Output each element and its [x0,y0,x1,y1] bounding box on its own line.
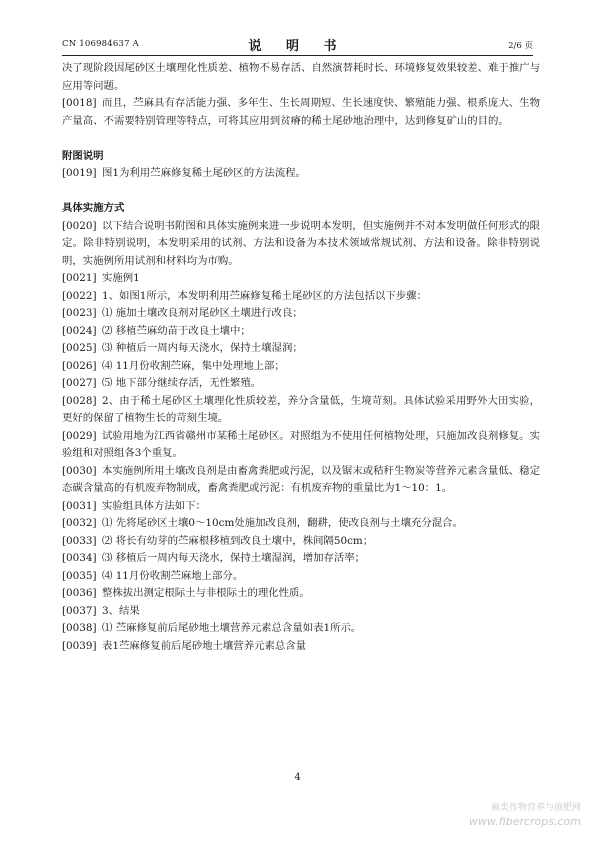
paragraph-text: 图1为利用苎麻修复稀土尾砂区的方法流程。 [102,167,307,179]
paragraph-0032 [62,515,540,533]
paragraph-0018 [62,95,540,130]
paragraph-0028 [62,393,540,428]
paragraph-tag: [0039] [62,639,97,652]
paragraph-tag: [0035] [62,569,97,582]
paragraph-tag: [0029] [62,429,97,442]
section-heading-embodiment: 具体实施方式 [62,202,125,214]
paragraph-tag: [0018] [62,97,97,109]
paragraph-tag: [0038] [62,622,97,634]
paragraph-text: ⑴ 施加土壤改良剂对尾砂区土壤进行改良； [102,307,303,319]
paragraph-text: 2、由于稀土尾砂区土壤理化性质较差，养分含量低，生境苛刻。具体试验采用野外大田实验，更好的保留了植物生长的苛刻生境。 [62,394,540,424]
paragraph-tag: [0034] [62,552,97,564]
paragraph-tag: [0031] [62,499,97,512]
paragraph-text: 试验用地为江西省赣州市某稀土尾砂区。对照组为不使用任何植物处理，只施加改良剂修复。实验组和对照组各3个重复。 [62,429,540,459]
paragraph-text: 以下结合说明书附图和具体实施例来进一步说明本发明，但实施例并不对本发明做任何形式的限定。除非特别说明，本发明采用的试剂、方法和设备为本技术领域常规试剂、方法和设备。除非特别说明，实施例所用试剂和材料均为市购。 [62,219,540,267]
paragraph-text: 1、如图1所示，本发明利用苎麻修复稀土尾砂区的方法包括以下步骤： [102,289,427,302]
paragraph-0034 [62,550,540,568]
paragraph-0023 [62,305,540,323]
paragraph-tag: [0032] [62,517,97,529]
paragraph-0029 [62,428,540,463]
paragraph-tag: [0021] [62,272,97,284]
paragraph-tag: [0023] [62,307,97,319]
paragraph-0027 [62,375,540,393]
header-divider [62,55,533,56]
paragraph-text: ⑶ 移植后一周内每天浇水，保持土壤湿润，增加存活率； [102,552,366,564]
paragraph-0039 [62,638,540,656]
document-title: 说 明 书 [248,39,347,54]
paragraph-0021 [62,270,540,288]
paragraph-text: ⑷ 11月份收割苎麻，集中处理地上部； [102,359,285,372]
paragraph-text: ⑷ 11月份收割苎麻地上部分。 [102,569,244,582]
paragraph-tag: [0024] [62,324,97,337]
paragraph-tag: [0033] [62,534,97,547]
paragraph-0024 [62,323,540,341]
paragraph-text: 本实施例所用土壤改良剂是由畜禽粪肥或污泥，以及锯末或秸秆生物炭等营养元素含量低、稳定态碳含量高的有机废弃物制成，畜禽粪肥或污泥：有机废弃物的重量比为1～10：1。 [62,464,540,494]
paragraph-tag: [0027] [62,377,97,389]
paragraph-text: 实验组具体方法如下： [102,499,206,512]
paragraph-tag: [0036] [62,587,97,599]
paragraph-text: ⑵ 将长有幼芽的苎麻根移植到改良土壤中，株间隔50cm； [102,534,374,547]
watermark [469,802,581,828]
paragraph-0038 [62,620,540,638]
paragraph-0031 [62,498,540,516]
paragraph-0019 [62,165,540,183]
paragraph-text: ⑴ 先将尾砂区土壤0～10cm处施加改良剂，翻耕，使改良剂与土壤充分混合。 [102,517,463,529]
paragraph-text: 整株拔出测定根际土与非根际土的理化性质。 [102,587,310,599]
paragraph-tag: [0022] [62,289,97,302]
patent-number: CN 106984637 A [62,39,139,49]
paragraph-tag: [0019] [62,167,97,179]
paragraph-tag: [0037] [62,604,97,617]
paragraph-text: 而且，苎麻具有存活能力强、多年生、生长周期短、生长速度快、繁殖能力强、根系庞大、生物产量高、不需要特别管理等特点，可将其应用到贫瘠的稀土尾砂地治理中，达到修复矿山的目的。 [62,97,540,127]
paragraph-0035 [62,568,540,586]
paragraph-0022 [62,288,540,306]
page-indicator: 2/6 页 [508,41,533,51]
paragraph-tag: [0030] [62,464,97,477]
paragraph-text: ⑸ 地下部分继续存活，无性繁殖。 [102,377,262,389]
paragraph-0026 [62,358,540,376]
document-body [62,60,540,655]
paragraph-0036 [62,585,540,603]
paragraph-tag: [0026] [62,359,97,372]
intro-continuation: 决了现阶段因尾砂区土壤理化性质差、植物不易存活、自然演替耗时长、环境修复效果较差、难于推广与应用等问题。 [62,62,540,92]
paragraph-text: ⑶ 种植后一周内每天浇水，保持土壤湿润； [102,342,303,354]
page-number: 4 [294,772,301,783]
paragraph-text: 3、结果 [102,604,140,617]
paragraph-0037 [62,603,540,621]
paragraph-0033 [62,533,540,551]
paragraph-0030 [62,463,540,498]
paragraph-text: ⑵ 移植苎麻幼苗于改良土壤中； [102,324,251,337]
paragraph-0020 [62,218,540,271]
paragraph-text: ⑴ 苎麻修复前后尾砂地土壤营养元素总含量如表1所示。 [102,622,362,634]
page-header [62,35,533,53]
paragraph-tag: [0025] [62,342,97,354]
paragraph-tag: [0020] [62,219,97,232]
watermark-name: 麻类作物营养与施肥网 [490,803,581,813]
paragraph-text: 表1苎麻修复前后尾砂地土壤营养元素总含量 [102,639,307,652]
paragraph-0025 [62,340,540,358]
paragraph-tag: [0028] [62,394,97,407]
watermark-url: www.fibercrops.com [468,815,581,828]
paragraph-text: 实施例1 [102,272,140,284]
section-heading-figures: 附图说明 [62,149,104,162]
